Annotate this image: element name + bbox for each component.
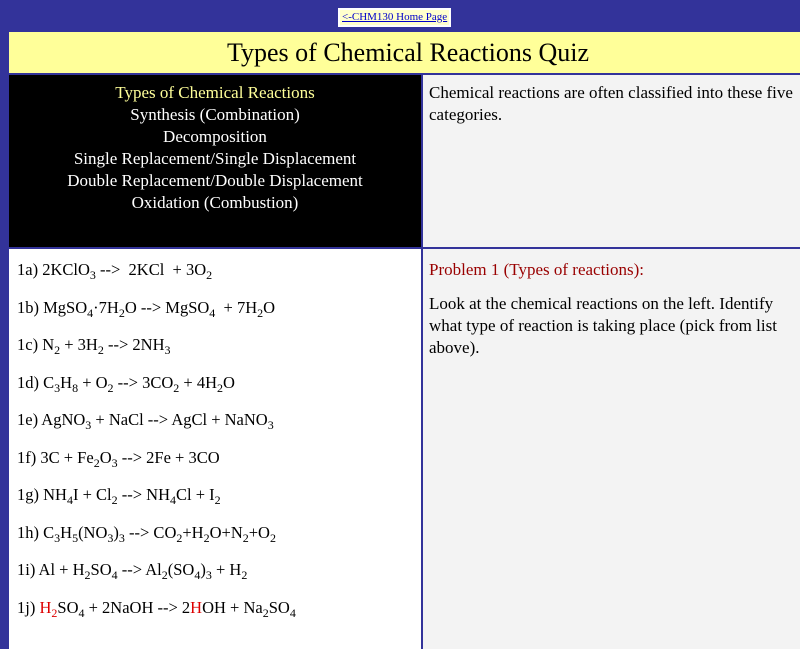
reaction-equation xyxy=(38,560,248,582)
equation-part: --> NH xyxy=(117,485,170,504)
equation-part: + 2NaOH --> 2 xyxy=(84,597,191,617)
equation-part: AgNO xyxy=(41,410,86,429)
equation-part: 4 xyxy=(78,605,85,620)
equation-part: --> 2NH xyxy=(103,335,165,354)
equation-part: ) xyxy=(200,560,206,579)
equation-part: 2 xyxy=(54,343,61,357)
equation-part: Cl + I xyxy=(176,485,215,504)
equation-part: --> 2Fe + 3CO xyxy=(117,447,220,467)
equation-part: H xyxy=(190,597,203,617)
equation-part: 2 xyxy=(203,530,210,545)
equation-part: H xyxy=(39,597,52,617)
equation-part: 3 xyxy=(111,455,118,470)
equation-part: C xyxy=(43,372,55,392)
reaction-item xyxy=(17,334,413,372)
equation-part: 8 xyxy=(72,380,79,395)
equation-part: 4 xyxy=(66,493,73,507)
reaction-equation xyxy=(42,260,213,282)
equation-part: +H xyxy=(182,522,204,542)
reaction-type-item: Double Replacement/Double Displacement xyxy=(67,171,363,190)
equation-part: 2 xyxy=(161,568,168,582)
reaction-equation xyxy=(43,485,221,507)
reaction-item xyxy=(17,559,413,597)
equation-part: 3 xyxy=(85,418,92,432)
equation-part: I + Cl xyxy=(72,485,112,504)
equation-part: 4 xyxy=(111,568,118,582)
equation-part: + H xyxy=(211,560,242,579)
quiz-frame xyxy=(7,30,800,620)
reaction-equation xyxy=(41,410,274,432)
equation-part: 2 xyxy=(97,343,104,357)
equation-part: 3 xyxy=(118,530,125,545)
equation-part: O --> MgSO xyxy=(124,297,210,317)
equation-part: 2 xyxy=(217,380,223,395)
equation-part: 2 xyxy=(84,568,91,582)
equation-part: (NO xyxy=(78,522,108,542)
reaction-equation xyxy=(43,297,276,320)
equation-part: 2 xyxy=(51,605,58,620)
equation-part: 3 xyxy=(164,343,171,357)
reaction-label: 1f) xyxy=(17,447,41,467)
reactions-list xyxy=(9,249,421,649)
equation-part: ·7H xyxy=(93,297,119,317)
equation-part: 3 xyxy=(267,418,274,432)
equation-part: O+N xyxy=(209,522,243,542)
reaction-item xyxy=(17,597,413,635)
equation-part: --> Al xyxy=(117,560,162,579)
reaction-equation xyxy=(43,522,276,545)
reaction-type-item: Single Replacement/Single Displacement xyxy=(73,149,357,168)
home-link-box xyxy=(338,8,451,27)
equation-part: 2 xyxy=(262,605,269,620)
reaction-type-item: Synthesis (Combination) xyxy=(130,105,300,124)
equation-part: +O xyxy=(248,522,270,542)
equation-part: + NaCl --> AgCl + NaNO xyxy=(91,410,268,429)
reaction-types-heading: Types of Chemical Reactions xyxy=(115,83,315,102)
reaction-item xyxy=(17,259,413,297)
reaction-item xyxy=(17,297,413,335)
equation-part: 2 xyxy=(214,493,221,507)
equation-part: NH xyxy=(43,485,67,504)
equation-part: + 3H xyxy=(60,335,98,354)
equation-part: 5 xyxy=(72,530,79,545)
title-bar xyxy=(9,32,800,75)
reaction-item xyxy=(17,409,413,447)
reaction-types-panel xyxy=(9,75,421,247)
equation-part: ) xyxy=(113,522,119,542)
equation-part: 2 xyxy=(241,568,248,582)
reaction-equation xyxy=(42,335,171,357)
equation-part: --> 2KCl + 3O xyxy=(95,260,207,279)
equation-part: H xyxy=(60,372,73,392)
equation-part: 3 xyxy=(54,530,61,545)
reaction-item xyxy=(17,372,413,410)
equation-part: --> 3CO xyxy=(113,372,174,392)
reaction-label: 1d) xyxy=(17,372,44,392)
equation-part: Al + H xyxy=(38,560,85,579)
equation-part: 3C + Fe xyxy=(40,447,94,467)
equation-part: --> CO xyxy=(124,522,177,542)
reaction-label: 1i) xyxy=(17,560,39,579)
equation-part: 4 xyxy=(87,305,94,320)
equation-part: 2 xyxy=(173,380,180,395)
equation-part: O xyxy=(263,297,276,317)
problem-text: Look at the chemical reactions on the left. Identify what type of reaction is taking place (pick from list above). xyxy=(429,294,777,357)
equation-part: 2 xyxy=(118,305,125,320)
equation-part: 2 xyxy=(269,530,276,545)
equation-part: 2 xyxy=(107,380,114,395)
equation-part: OH + Na xyxy=(202,597,263,617)
reaction-label: 1b) xyxy=(17,297,44,317)
equation-part: 2 xyxy=(176,530,183,545)
equation-part: 3 xyxy=(205,568,212,582)
reaction-label: 1j) xyxy=(17,597,40,617)
reaction-label: 1a) xyxy=(17,260,43,279)
equation-part: 2 xyxy=(111,493,118,507)
equation-part: C xyxy=(43,522,55,542)
equation-part: 2 xyxy=(257,305,264,320)
equation-part: 3 xyxy=(54,380,61,395)
equation-part: O xyxy=(99,447,112,467)
reaction-equation xyxy=(43,372,235,395)
reaction-equation xyxy=(39,597,296,620)
equation-part: 2 xyxy=(93,455,100,470)
intro-panel xyxy=(423,75,800,247)
reaction-label: 1g) xyxy=(17,485,44,504)
reaction-type-item: Oxidation (Combustion) xyxy=(131,193,299,212)
equation-part: + 4H xyxy=(179,372,217,392)
intro-text: Chemical reactions are often classified into these five categories. xyxy=(429,83,793,124)
equation-part: 2KClO xyxy=(42,260,90,279)
reaction-item xyxy=(17,522,413,560)
problem-title: Problem 1 (Types of reactions): xyxy=(429,260,645,279)
equation-part: O xyxy=(223,372,235,392)
equation-part: (SO xyxy=(167,560,195,579)
reaction-equation xyxy=(40,447,220,470)
equation-part: SO xyxy=(268,597,290,617)
equation-part: N xyxy=(42,335,55,354)
equation-part: 4 xyxy=(170,493,176,507)
home-link[interactable]: <-CHM130 Home Page xyxy=(342,11,448,23)
problem-panel xyxy=(423,249,800,649)
equation-part: 3 xyxy=(107,530,114,545)
reaction-label: 1h) xyxy=(17,522,44,542)
reaction-label: 1e) xyxy=(17,410,42,429)
equation-part: + 7H xyxy=(215,297,258,317)
reaction-item xyxy=(17,447,413,485)
equation-part: 4 xyxy=(289,605,296,620)
reaction-type-item: Decomposition xyxy=(163,127,267,146)
equation-part: SO xyxy=(57,597,79,617)
page-title: Types of Chemical Reactions Quiz xyxy=(226,38,590,67)
equation-part: + O xyxy=(78,372,108,392)
equation-part: SO xyxy=(90,560,112,579)
equation-part: 4 xyxy=(209,305,216,320)
reaction-item xyxy=(17,484,413,522)
equation-part: 2 xyxy=(206,268,213,282)
equation-part: H xyxy=(60,522,73,542)
reaction-label: 1c) xyxy=(17,335,43,354)
equation-part: 2 xyxy=(242,530,249,545)
equation-part: 4 xyxy=(194,568,201,582)
equation-part: MgSO xyxy=(43,297,88,317)
equation-part: 3 xyxy=(89,268,96,282)
